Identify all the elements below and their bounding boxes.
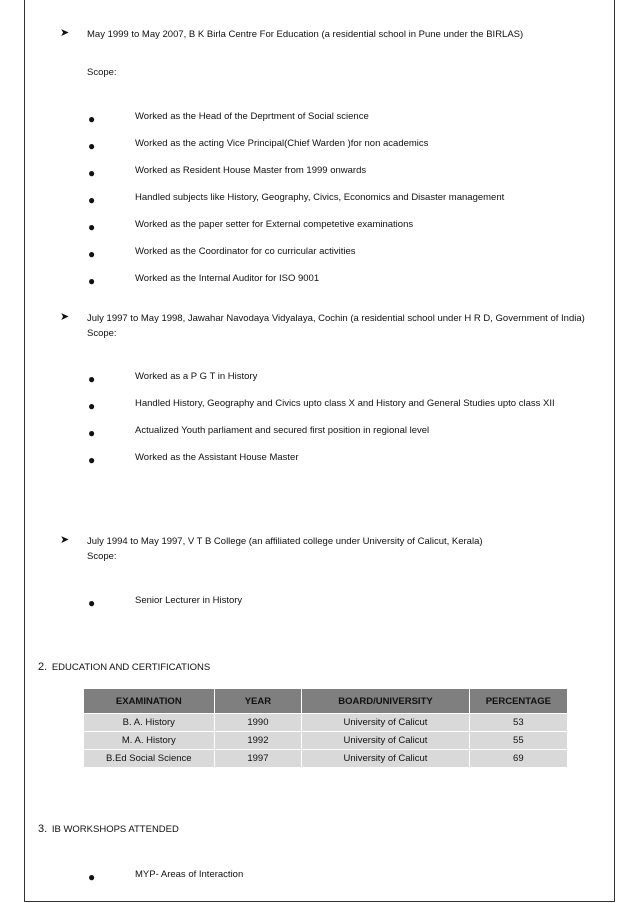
bullet-icon: ● [88, 453, 96, 467]
bullet-icon: ● [88, 139, 96, 153]
bullet-icon: ● [88, 399, 96, 413]
bullet-icon: ● [88, 220, 96, 234]
scope-label: Scope: [87, 67, 117, 78]
section-heading-workshops [38, 823, 179, 835]
table-row [84, 750, 568, 768]
table-cell: 69 [469, 750, 567, 768]
bullet-icon: ● [88, 372, 96, 386]
section-title: IB WORKSHOPS ATTENDED [51, 824, 179, 835]
section-heading-education [38, 661, 210, 673]
bullet-icon: ● [88, 166, 96, 180]
list-item: Actualized Youth parliament and secured first position in regional level [135, 425, 430, 436]
table-cell: 1997 [214, 750, 302, 768]
table-cell: B. A. History [84, 714, 215, 732]
column-header: PERCENTAGE [469, 689, 567, 714]
table-row [84, 714, 568, 732]
section-number: 3. [38, 823, 48, 835]
list-item: Handled subjects like History, Geography, Civics, Economics and Disaster management [135, 192, 505, 203]
bullet-icon: ● [88, 274, 96, 288]
bullet-icon: ● [88, 112, 96, 126]
column-header: EXAMINATION [84, 689, 215, 714]
list-item: Worked as a P G T in History [135, 371, 258, 382]
table-cell: M. A. History [84, 732, 215, 750]
arrow-bullet-icon: ➤ [60, 311, 70, 323]
bullet-icon: ● [88, 193, 96, 207]
bullet-icon: ● [88, 247, 96, 261]
section-title: EDUCATION AND CERTIFICATIONS [51, 662, 211, 673]
scope-label: Scope: [87, 551, 117, 562]
list-item: Handled History, Geography and Civics upto class X and History and General Studies upto class XII [135, 398, 555, 409]
column-header: YEAR [214, 689, 302, 714]
list-item: Worked as Resident House Master from 1999 onwards [135, 165, 367, 176]
table-cell: 1992 [214, 732, 302, 750]
table-cell: 55 [469, 732, 567, 750]
education-table [83, 688, 568, 768]
table-cell: 53 [469, 714, 567, 732]
table-row [84, 732, 568, 750]
section-number: 2. [38, 661, 48, 673]
list-item: Worked as the Assistant House Master [135, 452, 299, 463]
table-cell: University of Calicut [302, 714, 469, 732]
list-item: MYP- Areas of Interaction [135, 869, 244, 880]
table-cell: University of Calicut [302, 750, 469, 768]
table-cell: University of Calicut [302, 732, 469, 750]
list-item: Worked as the Internal Auditor for ISO 9001 [135, 273, 320, 284]
scope-label: Scope: [87, 328, 117, 339]
list-item: Worked as the Head of the Deprtment of Social science [135, 111, 369, 122]
bullet-icon: ● [88, 426, 96, 440]
experience-heading: July 1997 to May 1998, Jawahar Navodaya Vidyalaya, Cochin (a residential school under H R D, Government of India) [87, 313, 585, 324]
table-header-row [84, 689, 568, 714]
arrow-bullet-icon: ➤ [60, 27, 70, 39]
column-header: BOARD/UNIVERSITY [302, 689, 469, 714]
bullet-icon: ● [88, 870, 96, 884]
list-item: Worked as the Coordinator for co curricular activities [135, 246, 356, 257]
table-cell: 1990 [214, 714, 302, 732]
list-item: Worked as the paper setter for External competetive examinations [135, 219, 414, 230]
arrow-bullet-icon: ➤ [60, 534, 70, 546]
table-cell: B.Ed Social Science [84, 750, 215, 768]
experience-heading: May 1999 to May 2007, B K Birla Centre For Education (a residential school in Pune under the BIRLAS) [87, 29, 524, 40]
bullet-icon: ● [88, 596, 96, 610]
list-item: Worked as the acting Vice Principal(Chief Warden )for non academics [135, 138, 429, 149]
experience-heading: July 1994 to May 1997, V T B College (an affiliated college under University of Calicut, Kerala) [87, 536, 483, 547]
list-item: Senior Lecturer in History [135, 595, 243, 606]
